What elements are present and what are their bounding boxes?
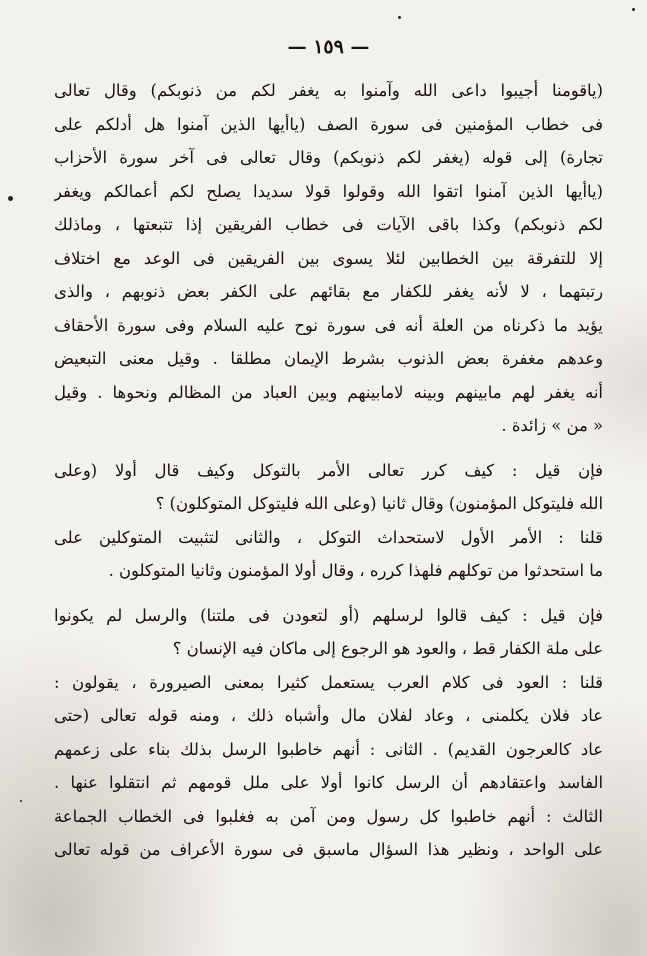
text-line: على ملة الكفار قط ، والعود هو الرجوع إلى ماكان فيه الإنسان ؟ [172,639,603,658]
paragraph-gap [54,443,603,454]
text-line: « من » زائدة . [501,416,603,435]
text-line: على الواحد ، ونظير هذا السؤال ماسبق فى سورة الأعراف من قوله تعالى [54,840,603,859]
paragraph-4 [54,599,603,666]
text-line: قلنا : الأمر الأول لاستحداث التوكل ، والثانى لتثبيت المتوكلين على [54,527,603,547]
ink-speck [632,8,635,11]
text-line: أنه يغفر لهم مابينهم وبينه لامابينهم وبين العباد من المظالم ونحوها . وقيل [54,382,603,402]
text-line: رتبتهما ، لا لأنه يغفر للكفار مع بقائهم على الكفر بعض ذنوبهم ، والذى [54,282,603,301]
text-line: إلا للتفرقة بين الخطابين لئلا يسوى بين الفريقين فى الوعد مع اختلاف [54,248,603,268]
text-line: يؤيد ما ذكرناه من العلة أنه فى سورة نوح عليه السلام وفى سورة الأحقاف [54,315,603,335]
text-line: ما استحدثوا من توكلهم فلهذا كرره ، وقال أولا المؤمنون وثانيا المتوكلون . [108,561,603,580]
text-line: الله فليتوكل المؤمنون) وقال ثانيا (وعلى الله فليتوكل المتوكلون) ؟ [155,494,603,513]
text-line: لكم ذنوبكم) وكذا باقى الآيات فى خطاب الفريقين إذا تتبعتها ، وماذلك [54,215,603,234]
text-line: فى خطاب المؤمنين فى سورة الصف (ياأيها الذين آمنوا هل أدلكم على [54,114,603,134]
text-line: (ياأيها الذين آمنوا اتقوا الله وقولوا قولا سديدا يصلح لكم أعمالكم ويغفر [54,181,603,201]
text-line: الثالث : أنهم خاطبوا كل رسول ومن آمن به فغلبوا فى الخطاب الجماعة [54,806,603,826]
ink-speck [398,16,401,19]
text-line: تجارة) إلى قوله (يغفر لكم ذنوبكم) وقال تعالى فى آخر سورة الأحزاب [54,148,603,167]
paragraph-5 [54,666,603,867]
text-line: عاد فلان يكلمنى ، وعاد لفلان مال وأشباه ذلك ، ومنه قوله تعالى (حتى [54,706,603,725]
text-line: وعدهم مغفرة بعض الذنوب بشرط الإيمان مطلقا . وقيل معنى التبعيض [54,349,603,368]
text-line: الفاسد واعتقادهم أن الرسل كانوا أولا على ملل قومهم ثم انتقلوا عنها . [54,773,603,792]
text-line: فإن قيل : كيف كرر تعالى الأمر بالتوكل وكيف قال أولا (وعلى [54,460,603,480]
ink-speck [8,196,13,201]
text-line: (ياقومنا أجيبوا داعى الله وآمنوا به يغفر لكم من ذنوبكم) وقال تعالى [54,81,603,100]
paragraph-2 [54,454,603,521]
paragraph-1 [54,74,603,443]
text-line: فإن قيل : كيف قالوا لرسلهم (أو لتعودن فى ملتنا) والرسل لم يكونوا [54,605,603,625]
paragraph-3 [54,521,603,588]
ink-speck [20,800,22,802]
page-number: — ١٥٩ — [287,36,370,58]
paragraph-gap [54,588,603,599]
text-line: قلنا : العود فى كلام العرب يستعمل كثيرا بمعنى الصيرورة ، يقولون : [54,672,603,692]
text-line: عاد كالعرجون القديم) . الثانى : أنهم خاطبوا الرسل بذلك بناء على زعمهم [54,739,603,759]
